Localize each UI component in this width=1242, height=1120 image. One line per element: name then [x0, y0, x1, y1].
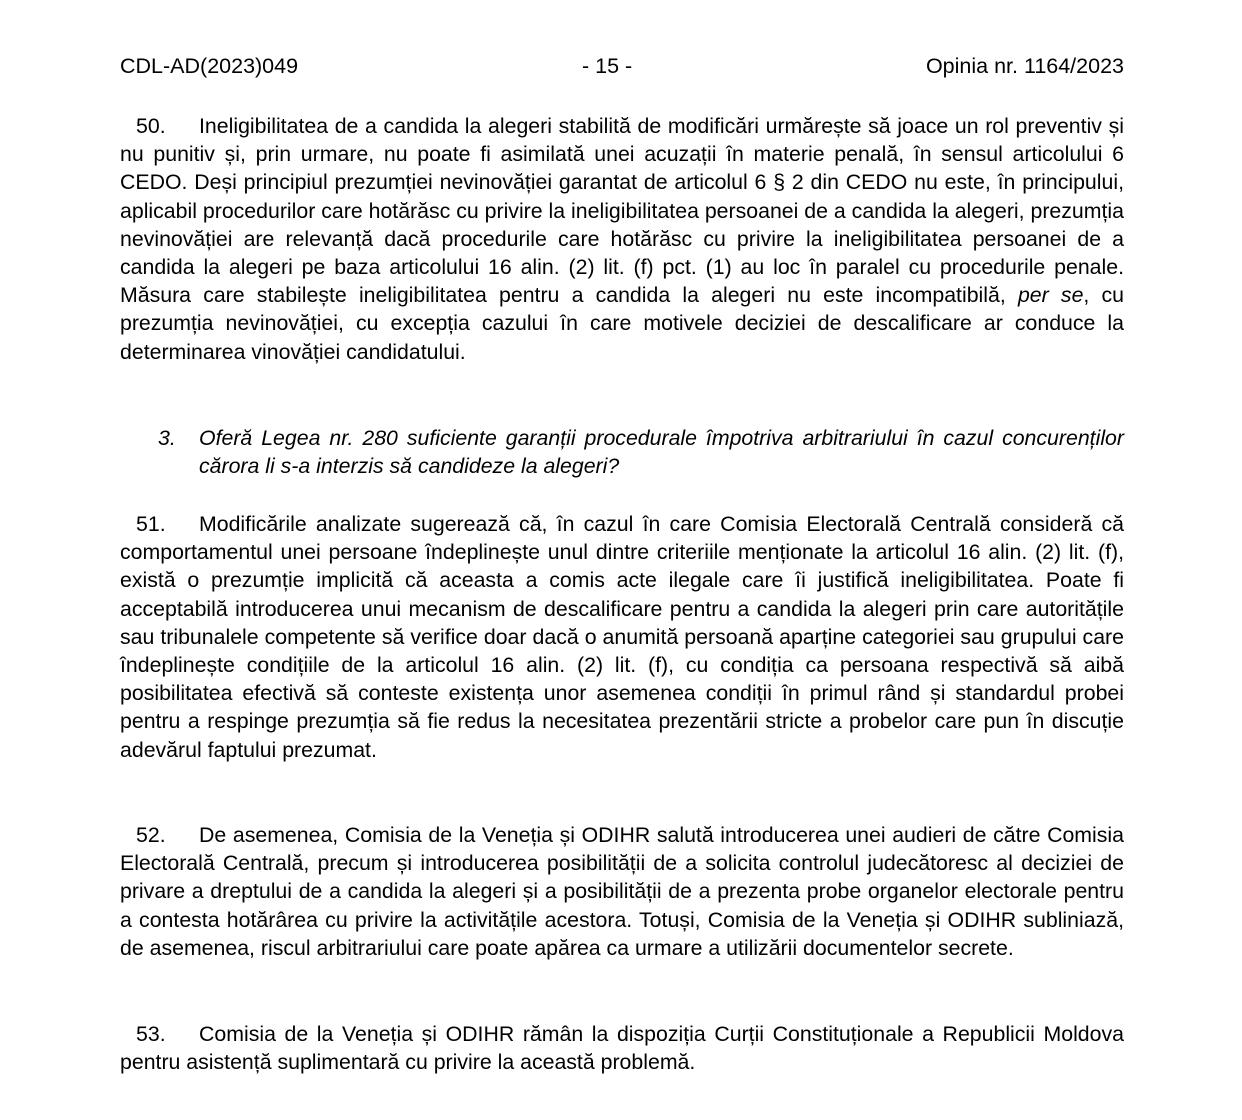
paragraph-number: 51.: [136, 512, 166, 536]
paragraph-text: De asemenea, Comisia de la Veneția și ODIHR salută introducerea unei audieri de către Comisia Electorală Centrală, precum și introducerea posibilității de a solicita controlul judecătoresc al deciziei de privare a dreptului de a candida la alegeri și a posibilității de a prezenta probe organelor electorale pentru a contesta hotărârea cu privire la activitățile acestora. Totuși, Comisia de la Veneția și ODIHR subliniază, de asemenea, riscul arbitrariului care poate apărea ca urmare a utilizării documentelor secrete.: [120, 823, 1124, 960]
paragraph-50: [120, 112, 1124, 366]
opinion-reference: Opinia nr. 1164/2023: [925, 54, 1124, 78]
page-header: [120, 52, 1124, 80]
paragraph-52: [120, 821, 1124, 962]
section-heading: [158, 424, 1124, 480]
paragraph-53: [120, 1020, 1124, 1076]
paragraph-text-continued: , cu prezumția nevinovăției, cu excepția cazului în care motivele deciziei de descalificare ar conduce la determinarea vinovăției candidatului.: [120, 283, 1125, 364]
paragraph-text: Modificările analizate sugerează că, în cazul în care Comisia Electorală Centrală consideră că comportamentul unei persoane îndeplinește unul dintre criteriile menționate la articolul 16 alin. (2) lit. (f), există o prezumție implicită că aceasta a comis acte ilegale care îi justifică ineligibilitatea. Poate fi acceptabilă introducerea unui mecanism de descalificare pentru a candida la alegeri prin care autoritățile sau tribunalele competente să verifice doar dacă o anumită persoană aparține categoriei sau grupului care îndeplinește condițiile de la articolul 16 alin. (2) lit. (f), cu condiția ca persoana respectivă să aibă posibilitatea efectivă să conteste existența unor asemenea condiții în primul rând și standardul probei pentru a respinge prezumția să fie redus la necesitatea prezentării stricte a probelor care pun în discuție adevărul faptului prezumat.: [120, 512, 1124, 762]
paragraph-number: 53.: [136, 1022, 166, 1046]
document-code: CDL-AD(2023)049: [120, 54, 299, 78]
page-number: - 15 -: [582, 54, 633, 78]
paragraph-number: 50.: [136, 114, 166, 138]
paragraph-text: Comisia de la Veneția și ODIHR rămân la dispoziția Curții Constituționale a Republicii Moldova pentru asistență suplimentară cu privire la această problemă.: [120, 1022, 1124, 1075]
section-heading-number: 3.: [158, 426, 176, 450]
section-heading-text: Oferă Legea nr. 280 suficiente garanții procedurale împotriva arbitrariului în cazul concurenților cărora li s-a interzis să candideze la alegeri?: [199, 426, 1124, 479]
paragraph-51: [120, 510, 1124, 764]
paragraph-text: Ineligibilitatea de a candida la alegeri stabilită de modificări urmărește să joace un rol preventiv și nu punitiv și, prin urmare, nu poate fi asimilată unei acuzații în materie penală, în sensul articolului 6 CEDO. Deși principiul prezumției nevinovăției garantat de articolul 6 § 2 din CEDO nu este, în principului, aplicabil procedurilor care hotărăsc cu privire la ineligibilitatea persoanei de a candida la alegeri, prezumția nevinovăției are relevanță dacă procedurile care hotărăsc cu privire la ineligibilitatea persoanei de a candida la alegeri pe baza articolului 16 alin. (2) lit. (f) pct. (1) au loc în paralel cu procedurile penale. Măsura care stabilește ineligibilitatea pentru a candida la alegeri nu este incompatibilă,: [120, 114, 1124, 308]
paragraph-italic-text: per se: [1017, 283, 1084, 308]
paragraph-number: 52.: [136, 823, 166, 847]
